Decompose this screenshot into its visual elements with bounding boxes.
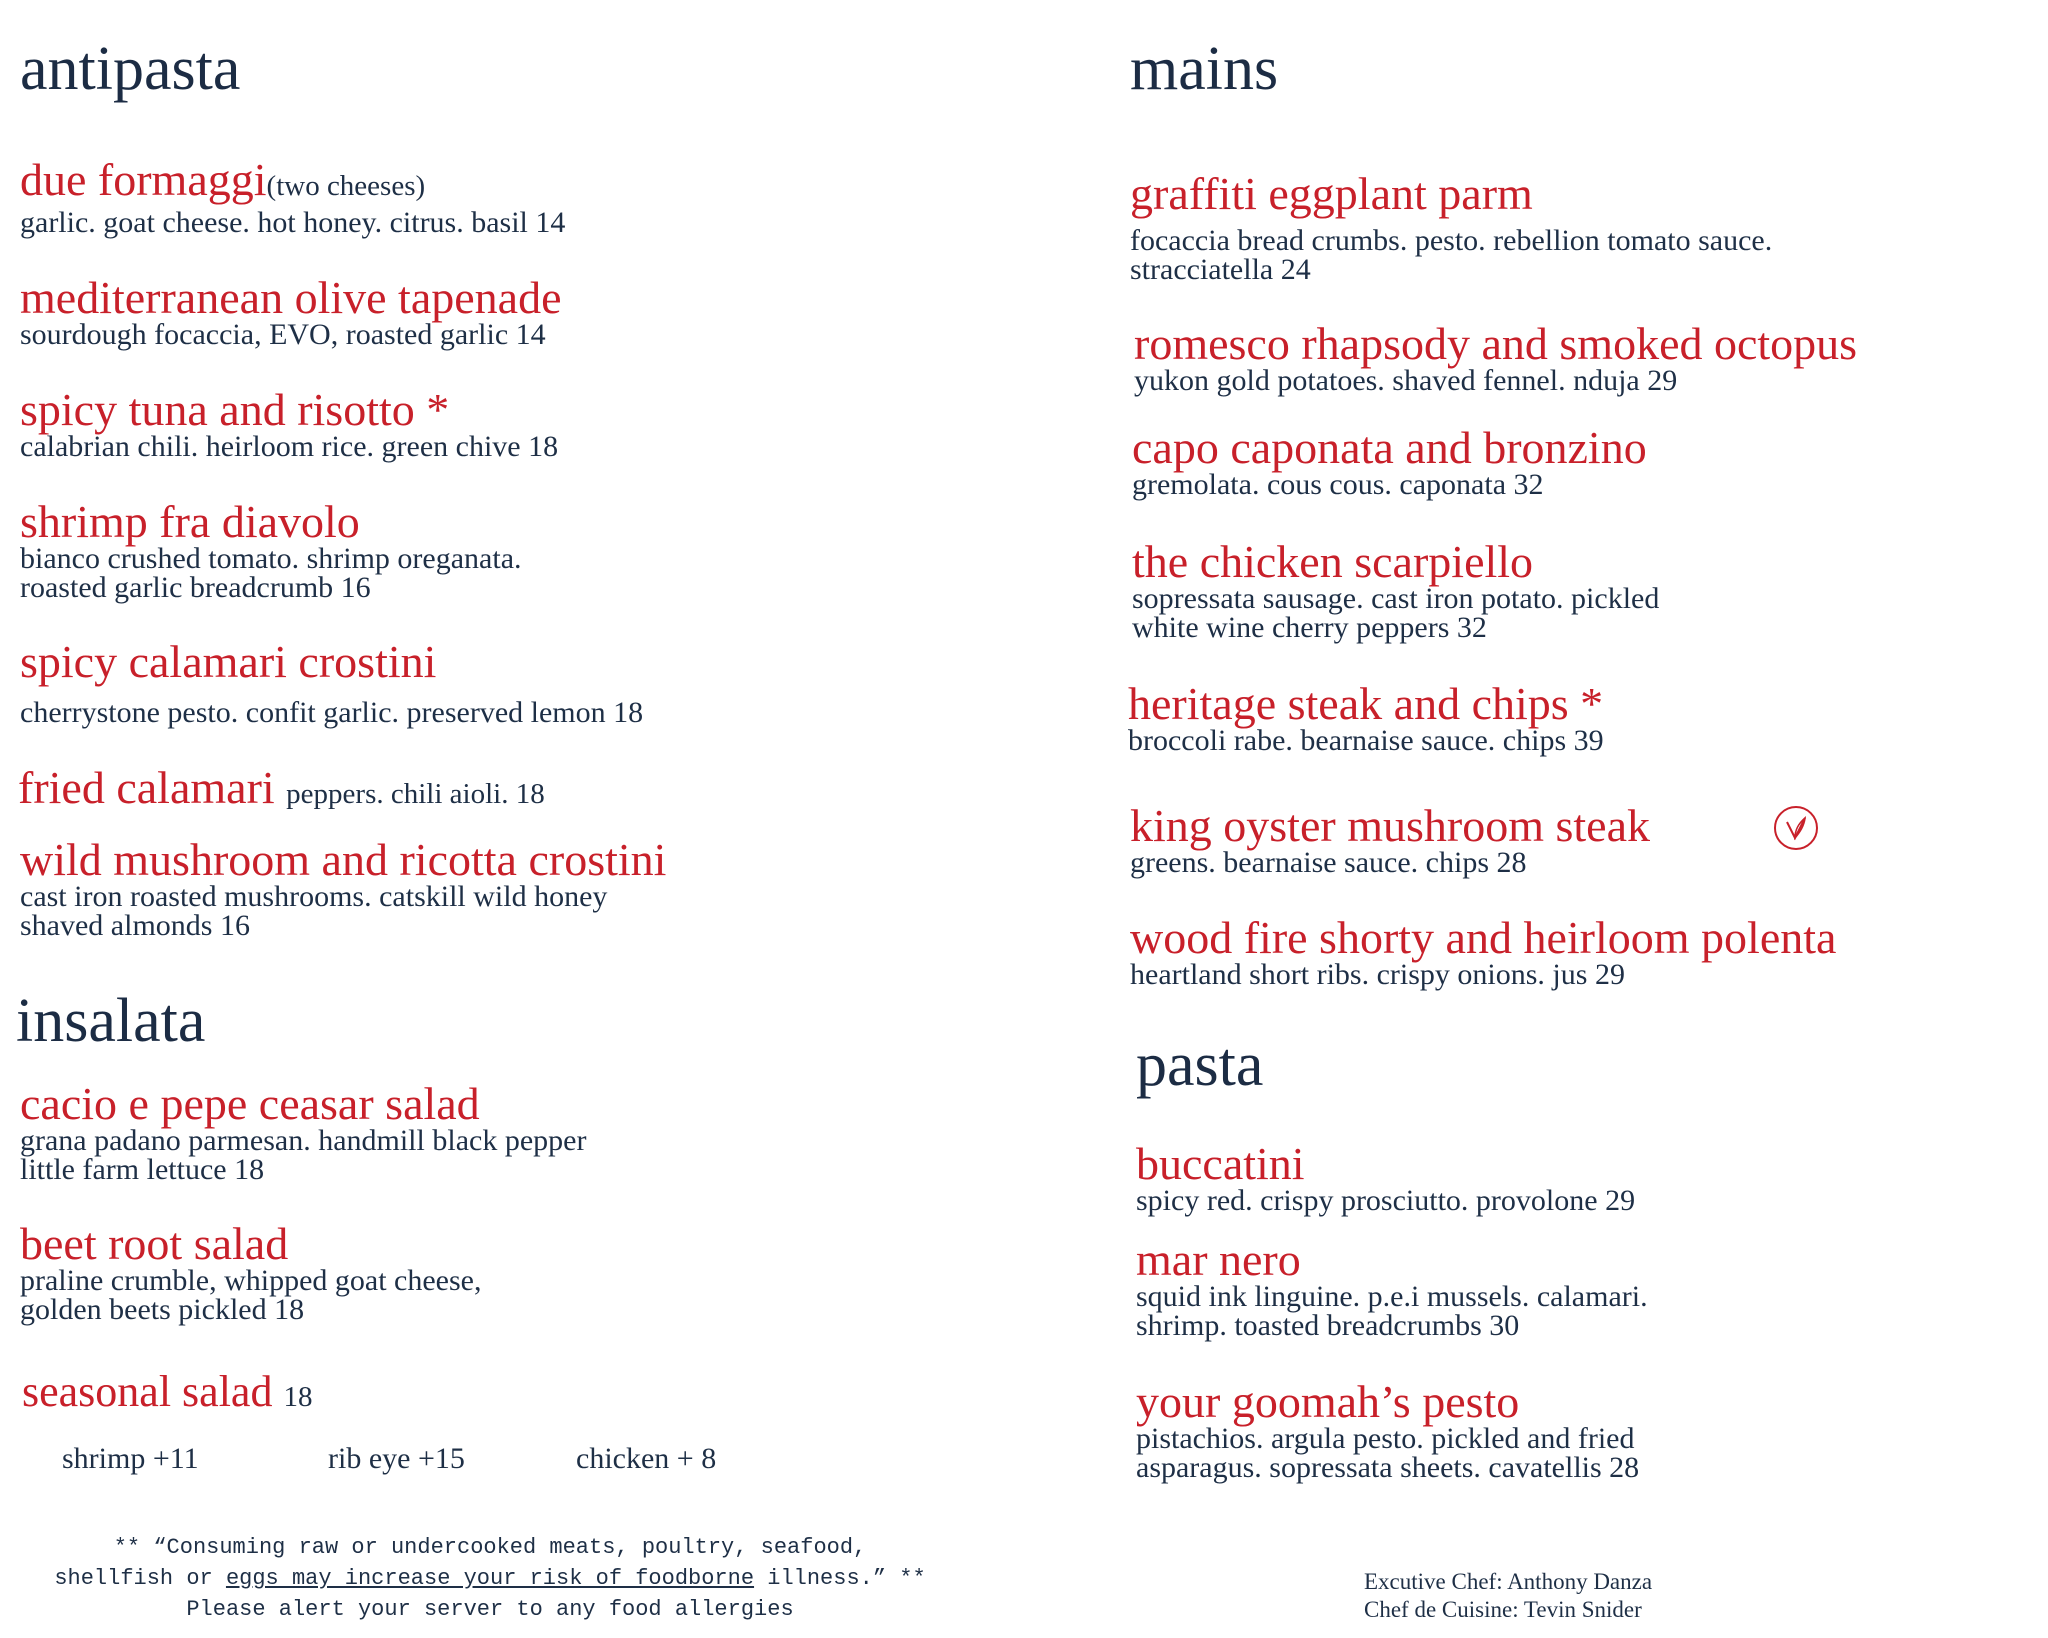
item-name: graffiti eggplant parm xyxy=(1130,168,1533,219)
menu-item xyxy=(20,272,562,351)
item-price: 18 xyxy=(283,1381,313,1413)
item-note: (two cheeses) xyxy=(266,170,426,202)
item-description: praline crumble, whipped goat cheese, xyxy=(20,1264,482,1297)
item-description: yukon gold potatoes. shaved fennel. nduja 29 xyxy=(1134,364,1678,397)
item-name: shrimp fra diavolo xyxy=(20,496,360,547)
item-name: seasonal salad xyxy=(22,1367,273,1416)
item-description: garlic. goat cheese. hot honey. citrus. basil 14 xyxy=(20,206,566,239)
item-name: spicy tuna and risotto * xyxy=(20,384,450,435)
disclaimer-text: illness.” ** xyxy=(754,1566,926,1591)
section-title-pasta: pasta xyxy=(1136,1031,1264,1099)
item-name: cacio e pepe ceasar salad xyxy=(20,1078,480,1129)
vegan-leaf-icon-glyph xyxy=(1776,808,1816,848)
menu-item xyxy=(1130,168,1773,286)
item-name: mar nero xyxy=(1136,1234,1301,1285)
disclaimer-line: ** “Consuming raw or undercooked meats, poultry, seafood, xyxy=(113,1535,867,1560)
vegan-leaf-icon xyxy=(1774,806,1818,850)
section-title-mains: mains xyxy=(1130,35,1279,103)
item-name: your goomah’s pesto xyxy=(1136,1376,1520,1427)
item-name: heritage steak and chips * xyxy=(1128,678,1604,729)
item-description: golden beets pickled 18 xyxy=(20,1293,305,1326)
menu-item xyxy=(1130,912,1837,991)
item-description: little farm lettuce 18 xyxy=(20,1153,265,1186)
food-safety-disclaimer xyxy=(40,1532,940,1625)
item-description: spicy red. crispy prosciutto. provolone 29 xyxy=(1136,1184,1636,1217)
menu-item xyxy=(20,154,566,239)
menu-item xyxy=(20,496,522,604)
item-description: white wine cherry peppers 32 xyxy=(1132,611,1487,644)
menu-item xyxy=(20,384,559,463)
disclaimer-line: Please alert your server to any food allergies xyxy=(186,1597,794,1622)
menu-item xyxy=(18,762,545,816)
menu-item xyxy=(1132,422,1647,501)
menu-item xyxy=(1128,678,1604,757)
item-description: asparagus. sopressata sheets. cavatellis 28 xyxy=(1136,1451,1640,1484)
item-description: roasted garlic breadcrumb 16 xyxy=(20,571,371,604)
item-description: shrimp. toasted breadcrumbs 30 xyxy=(1136,1309,1520,1342)
menu-item xyxy=(1134,318,1858,397)
item-description: cherrystone pesto. confit garlic. preserved lemon 18 xyxy=(20,696,644,729)
disclaimer-line xyxy=(40,1563,940,1594)
item-name: beet root salad xyxy=(20,1218,289,1269)
menu-item xyxy=(20,1078,587,1186)
item-description: sopressata sausage. cast iron potato. pickled xyxy=(1132,582,1660,615)
menu-item xyxy=(20,834,667,942)
addon-rib-eye: rib eye +15 xyxy=(328,1442,465,1475)
item-name: wild mushroom and ricotta crostini xyxy=(20,834,667,885)
menu-item xyxy=(1132,536,1660,644)
addon-shrimp: shrimp +11 xyxy=(62,1442,199,1475)
disclaimer-text: shellfish or xyxy=(54,1566,226,1591)
item-description: cast iron roasted mushrooms. catskill wild honey xyxy=(20,880,608,913)
item-description: calabrian chili. heirloom rice. green chive 18 xyxy=(20,430,559,463)
item-description: greens. bearnaise sauce. chips 28 xyxy=(1130,846,1527,879)
menu-item xyxy=(20,636,644,729)
addon-chicken: chicken + 8 xyxy=(576,1442,717,1475)
item-name: the chicken scarpiello xyxy=(1132,536,1534,587)
item-name: mediterranean olive tapenade xyxy=(20,272,562,323)
item-description: gremolata. cous cous. caponata 32 xyxy=(1132,468,1544,501)
item-description: broccoli rabe. bearnaise sauce. chips 39 xyxy=(1128,724,1604,757)
chef-credits xyxy=(1364,1568,1652,1624)
menu-item xyxy=(22,1367,313,1419)
item-description: stracciatella 24 xyxy=(1130,253,1311,286)
item-name: spicy calamari crostini xyxy=(20,636,437,687)
item-name: romesco rhapsody and smoked octopus xyxy=(1134,318,1858,369)
item-description: focaccia bread crumbs. pesto. rebellion tomato sauce. xyxy=(1130,224,1773,257)
item-description: shaved almonds 16 xyxy=(20,909,250,942)
section-title-antipasta: antipasta xyxy=(20,35,241,103)
item-description: bianco crushed tomato. shrimp oreganata. xyxy=(20,542,522,575)
menu-item xyxy=(20,1218,482,1326)
menu-item xyxy=(1130,800,1650,879)
section-title-insalata: insalata xyxy=(16,987,206,1055)
item-name: king oyster mushroom steak xyxy=(1130,800,1650,851)
item-name: wood fire shorty and heirloom polenta xyxy=(1130,912,1837,963)
menu-item xyxy=(1136,1234,1648,1342)
item-name: capo caponata and bronzino xyxy=(1132,422,1647,473)
item-name: fried calamari xyxy=(18,762,275,813)
executive-chef: Excutive Chef: Anthony Danza xyxy=(1364,1569,1653,1594)
item-description: peppers. chili aioli. 18 xyxy=(286,778,545,810)
item-description: grana padano parmesan. handmill black pepper xyxy=(20,1124,587,1157)
item-description: heartland short ribs. crispy onions. jus 29 xyxy=(1130,958,1625,991)
item-name: buccatini xyxy=(1136,1138,1305,1189)
item-description: sourdough focaccia, EVO, roasted garlic 14 xyxy=(20,318,546,351)
item-description: squid ink linguine. p.e.i mussels. calamari. xyxy=(1136,1280,1648,1313)
chef-de-cuisine: Chef de Cuisine: Tevin Snider xyxy=(1364,1597,1642,1622)
item-name: due formaggi xyxy=(20,154,267,205)
disclaimer-underlined-text: eggs may increase your risk of foodborne xyxy=(225,1566,755,1591)
menu-item xyxy=(1136,1376,1640,1484)
item-description: pistachios. argula pesto. pickled and fried xyxy=(1136,1422,1635,1455)
menu-item xyxy=(1136,1138,1636,1217)
